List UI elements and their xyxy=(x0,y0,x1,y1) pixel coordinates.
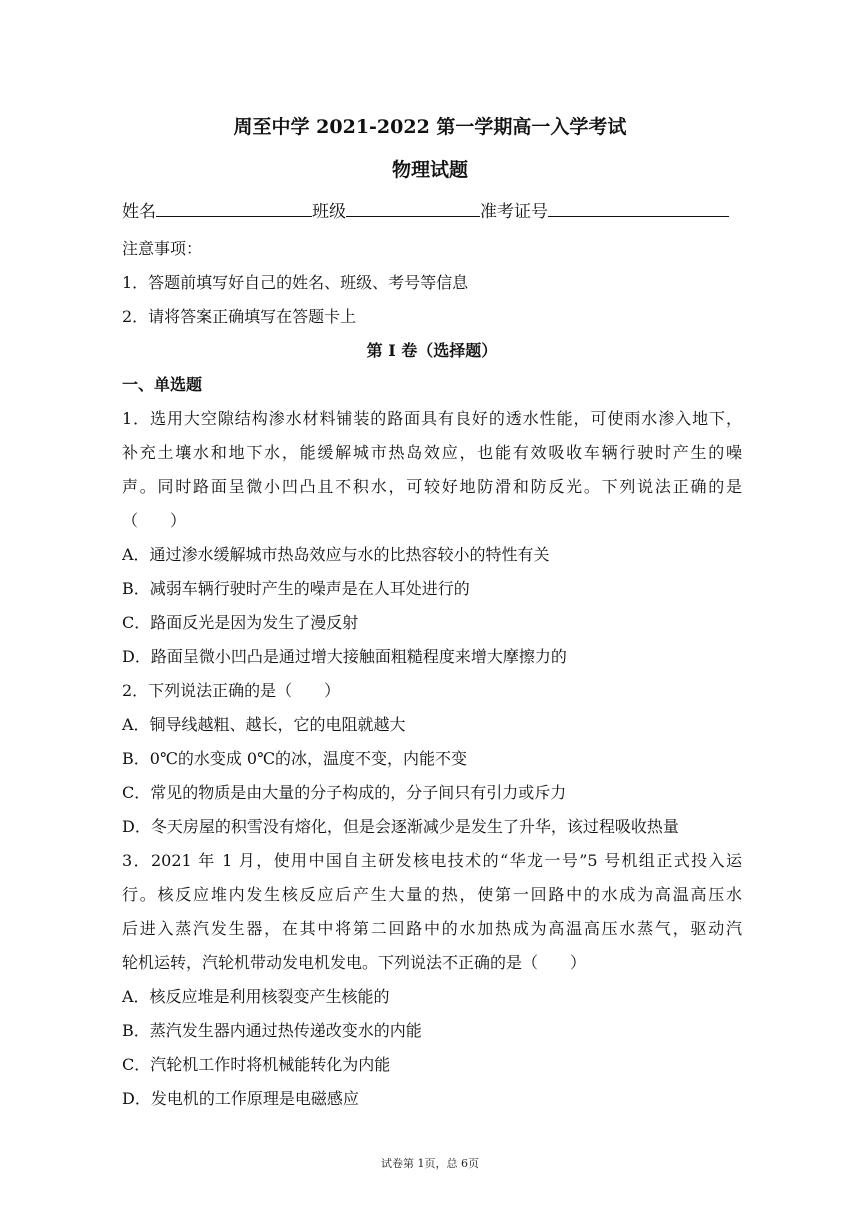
question-1 xyxy=(122,402,742,674)
name-label: 姓名 xyxy=(122,202,156,222)
option-b: B．0℃的水变成 0℃的冰，温度不变，内能不变 xyxy=(122,749,468,768)
question-stem-line: 1．选用大空隙结构渗水材料铺装的路面具有良好的透水性能，可使雨水渗入地下， xyxy=(122,409,742,428)
question-stem-line: 后进入蒸汽发生器，在其中将第二回路中的水加热成为高温高压水蒸气，驱动汽 xyxy=(122,919,742,938)
option-a: A．通过渗水缓解城市热岛效应与水的比热容较小的特性有关 xyxy=(122,545,550,564)
option-d: D．发电机的工作原理是电磁感应 xyxy=(122,1089,359,1108)
note-item: 2．请将答案正确填写在答题卡上 xyxy=(122,307,357,326)
exam-id-label: 准考证号 xyxy=(480,202,548,222)
question-2 xyxy=(122,674,742,844)
class-field[interactable] xyxy=(346,197,480,217)
option-c: C．路面反光是因为发生了漫反射 xyxy=(122,613,359,632)
exam-title: 周至中学 2021-2022 第一学期高一入学考试 xyxy=(233,116,627,138)
question-stem-line: 补充土壤水和地下水，能缓解城市热岛效应，也能有效吸收车辆行驶时产生的噪 xyxy=(122,443,742,462)
exam-id-field[interactable] xyxy=(548,197,729,217)
question-stem-line: 行。核反应堆内发生核反应后产生大量的热，使第一回路中的水成为高温高压水 xyxy=(122,885,742,904)
note-item: 1．答题前填写好自己的姓名、班级、考号等信息 xyxy=(122,273,469,292)
name-field[interactable] xyxy=(156,197,312,217)
question-stem-line: （ ） xyxy=(122,511,187,530)
exam-content xyxy=(122,232,742,1116)
option-b: B．减弱车辆行驶时产生的噪声是在人耳处进行的 xyxy=(122,579,470,598)
option-c: C．汽轮机工作时将机械能转化为内能 xyxy=(122,1055,391,1074)
question-stem-line: 轮机运转，汽轮机带动发电机发电。下列说法不正确的是（ ） xyxy=(122,953,587,972)
question-stem-line: 声。同时路面呈微小凹凸且不积水，可较好地防滑和防反光。下列说法正确的是 xyxy=(122,477,742,496)
section-heading: 一、单选题 xyxy=(122,375,203,394)
option-d: D．路面呈微小凹凸是通过增大接触面粗糙程度来增大摩擦力的 xyxy=(122,647,567,666)
option-d: D．冬天房屋的积雪没有熔化，但是会逐渐减少是发生了升华，该过程吸收热量 xyxy=(122,817,679,836)
option-a: A．核反应堆是利用核裂变产生核能的 xyxy=(122,987,390,1006)
part-title: 第 I 卷（选择题） xyxy=(366,341,498,360)
option-a: A．铜导线越粗、越长，它的电阻就越大 xyxy=(122,715,406,734)
option-b: B．蒸汽发生器内通过热传递改变水的内能 xyxy=(122,1021,422,1040)
question-stem-line: 3．2021 年 1 月，使用中国自主研发核电技术的“华龙一号”5 号机组正式投入运 xyxy=(122,851,742,870)
question-3 xyxy=(122,844,742,1116)
question-stem-line: 2．下列说法正确的是（ ） xyxy=(122,681,341,700)
exam-subtitle: 物理试题 xyxy=(391,159,468,181)
page-footer: 试卷第 1页，总 6页 xyxy=(381,1157,479,1170)
class-label: 班级 xyxy=(312,202,346,222)
option-c: C．常见的物质是由大量的分子构成的，分子间只有引力或斥力 xyxy=(122,783,567,802)
student-info-fields xyxy=(122,197,742,225)
notes-heading: 注意事项： xyxy=(122,239,203,258)
